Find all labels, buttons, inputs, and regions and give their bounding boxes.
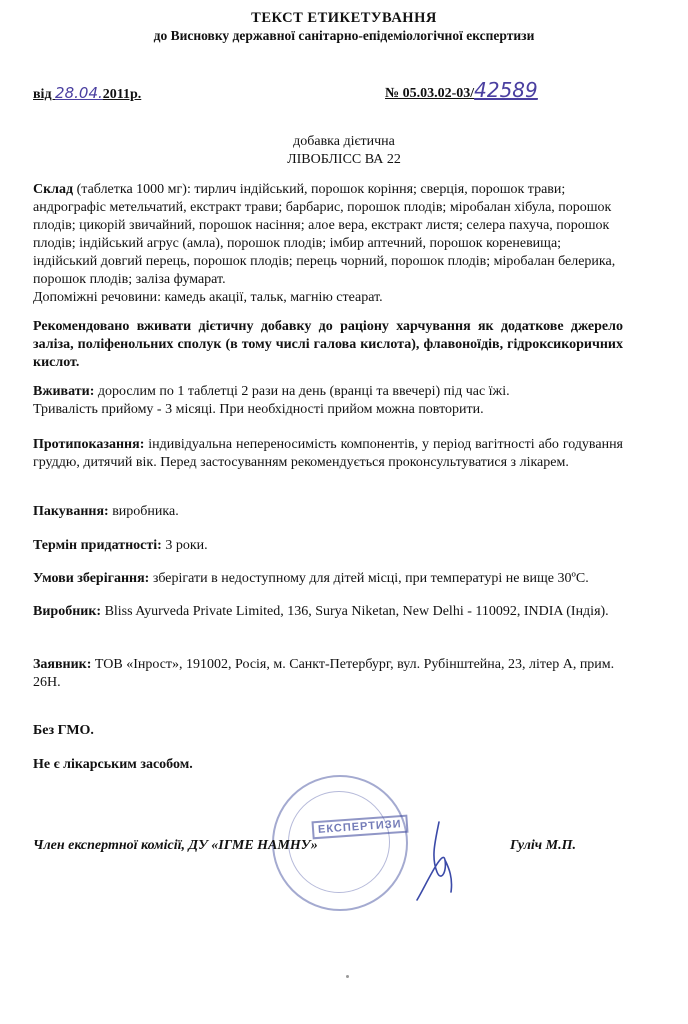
manufacturer-text: Bliss Ayurveda Private Limited, 136, Surya Niketan, New Delhi - 110092, INDIA (Індія). xyxy=(101,604,609,619)
composition-block xyxy=(33,181,623,307)
usage-label: Вживати: xyxy=(33,384,95,399)
storage-label: Умови зберігання: xyxy=(33,571,150,586)
packaging-line xyxy=(33,503,623,521)
signatory-name: Гуліч М.П. xyxy=(510,838,576,853)
document-subtitle: до Висновку державної санітарно-епідеміологічної експертизи xyxy=(153,28,535,43)
scan-speck xyxy=(346,975,349,978)
composition-text: (таблетка 1000 мг): тирлич індійський, порошок коріння; сверція, порошок трави; андрографіс метельчатий, екстракт трави; барбарис, порошок плодів; міробалан хібула, порошок плодів; цикорій звичайний, порошок насіння; алое вера, екстракт листя; селера пахуча, порошок плодів; індійський агрус (амла), порошок плодів; імбир аптечний, порошок кореневища; індійський довгий перець, порошок плодів; перець чорний, порошок плодів; міробалан белерика, порошок плодів; заліза фумарат. xyxy=(33,182,616,287)
applicant-block xyxy=(33,656,623,692)
signatory-role: Член експертної комісії, ДУ «ІГМЕ НАМНУ» xyxy=(33,838,318,853)
handwritten-date: 28.04. xyxy=(55,84,103,102)
manufacturer-label: Виробник: xyxy=(33,604,102,619)
product-name: ЛІВОБЛІСС ВА 22 xyxy=(287,152,401,167)
applicant-label: Заявник: xyxy=(33,657,92,672)
usage-duration: Тривалість прийому - 3 місяці. При необхідності прийом можна повторити. xyxy=(33,402,484,417)
contraindications-block xyxy=(33,436,623,472)
manufacturer-block xyxy=(33,603,623,621)
stamp-label: ЕКСПЕРТИЗИ xyxy=(311,815,408,840)
not-medicine-text: Не є лікарським засобом. xyxy=(33,757,193,772)
date-year: 2011р. xyxy=(102,87,142,102)
no-gmo-note xyxy=(33,722,623,740)
contraindications-text: індивідуальна непереносимість компонентів, у період вагітності або годування груддю, дитячий вік. Перед застосуванням рекомендується проконсультуватися з лікарем. xyxy=(33,437,623,470)
applicant-text: ТОВ «Інрост», 191002, Росія, м. Санкт-Петербург, вул. Рубінштейна, 23, літер А, прим. 26Н. xyxy=(33,657,615,690)
number-prefix: № 05.03.02-03/ xyxy=(385,86,475,101)
composition-label: Склад xyxy=(33,182,74,197)
shelf-life-text: 3 роки. xyxy=(161,538,208,553)
storage-line xyxy=(33,570,623,588)
usage-block xyxy=(33,383,623,419)
handwritten-signature xyxy=(395,812,485,912)
packaging-text: виробника. xyxy=(108,504,179,519)
usage-text: дорослим по 1 таблетці 2 рази на день (вранці та ввечері) під час їжі. xyxy=(94,384,510,399)
recommendation-text: Рекомендовано вживати дієтичну добавку до раціону харчування як додаткове джерело заліза, поліфенольних сполук (в тому числі галова кислота), флавоноїдів, гідроксикоричних кислот. xyxy=(33,319,623,370)
number-line xyxy=(385,78,538,102)
shelf-life-label: Термін придатності: xyxy=(33,538,162,553)
storage-text: зберігати в недоступному для дітей місці, при температурі не вище 30ºС. xyxy=(149,571,589,586)
no-gmo-text: Без ГМО. xyxy=(33,723,94,738)
not-medicine-note xyxy=(33,756,623,774)
product-type: добавка дієтична xyxy=(293,134,395,149)
auxiliary-substances: Допоміжні речовини: камедь акації, тальк, магнію стеарат. xyxy=(33,290,383,305)
date-line xyxy=(33,84,141,103)
recommendation xyxy=(33,318,623,372)
handwritten-number: 42589 xyxy=(474,78,538,102)
packaging-label: Пакування: xyxy=(33,504,109,519)
date-prefix: від xyxy=(33,87,56,102)
shelf-life-line xyxy=(33,537,623,555)
document-title: ТЕКСТ ЕТИКЕТУВАННЯ xyxy=(251,10,437,26)
contraindications-label: Протипоказання: xyxy=(33,437,145,452)
